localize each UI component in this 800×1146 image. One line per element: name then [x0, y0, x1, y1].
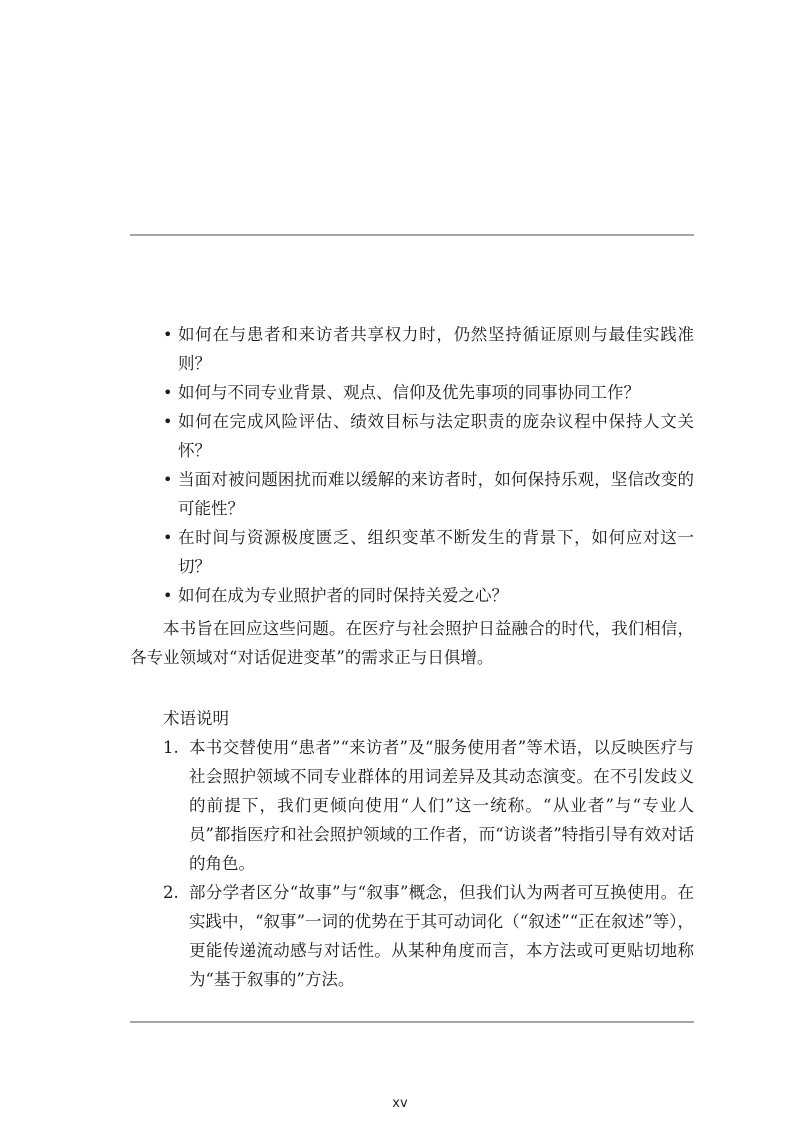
terms-heading: 术语说明: [163, 709, 229, 728]
list-item: • 当面对被问题困扰而难以缓解的来访者时，如何保持乐观，坚信改变的可能性？: [130, 465, 694, 523]
note-number: 1.: [163, 738, 179, 757]
list-item: • 如何在完成风险评估、绩效目标与法定职责的庞杂议程中保持人文关怀？: [130, 407, 694, 465]
terms-notes: [130, 733, 694, 994]
list-item: • 如何在成为专业照护者的同时保持关爱之心？: [130, 581, 694, 610]
list-item: • 如何与不同专业背景、观点、信仰及优先事项的同事协同工作？: [130, 378, 694, 407]
question-list: [130, 320, 694, 610]
list-item: • 在时间与资源极度匮乏、组织变革不断发生的背景下，如何应对这一切？: [130, 523, 694, 581]
note-item: [130, 733, 694, 878]
bottom-divider: [130, 1021, 694, 1023]
top-divider: [130, 234, 694, 236]
note-number: 2.: [163, 883, 179, 902]
note-item: [130, 878, 694, 994]
list-item: • 如何在与患者和来访者共享权力时，仍然坚持循证原则与最佳实践准则？: [130, 320, 694, 378]
page-number: xv: [392, 1096, 408, 1111]
note-text: 本书交替使用“患者”“来访者”及“服务使用者”等术语，以反映医疗与社会照护领域不同专业群体的用词差异及其动态演变。在不引发歧义的前提下，我们更倾向使用“人们”这一统称。“从业者”与“专业人员”都指医疗和社会照护领域的工作者，而“访谈者”特指引导有效对话的角色。: [189, 738, 694, 873]
intro-paragraph: 本书旨在回应这些问题。在医疗与社会照护日益融合的时代，我们相信，各专业领域对“对话促进变革”的需求正与日俱增。: [130, 619, 694, 667]
note-text: 部分学者区分“故事”与“叙事”概念，但我们认为两者可互换使用。在实践中，“叙事”一词的优势在于其可动词化（“叙述”“正在叙述”等），更能传递流动感与对话性。从某种角度而言，本方法或可更贴切地称为“基于叙事的”方法。: [189, 883, 694, 989]
